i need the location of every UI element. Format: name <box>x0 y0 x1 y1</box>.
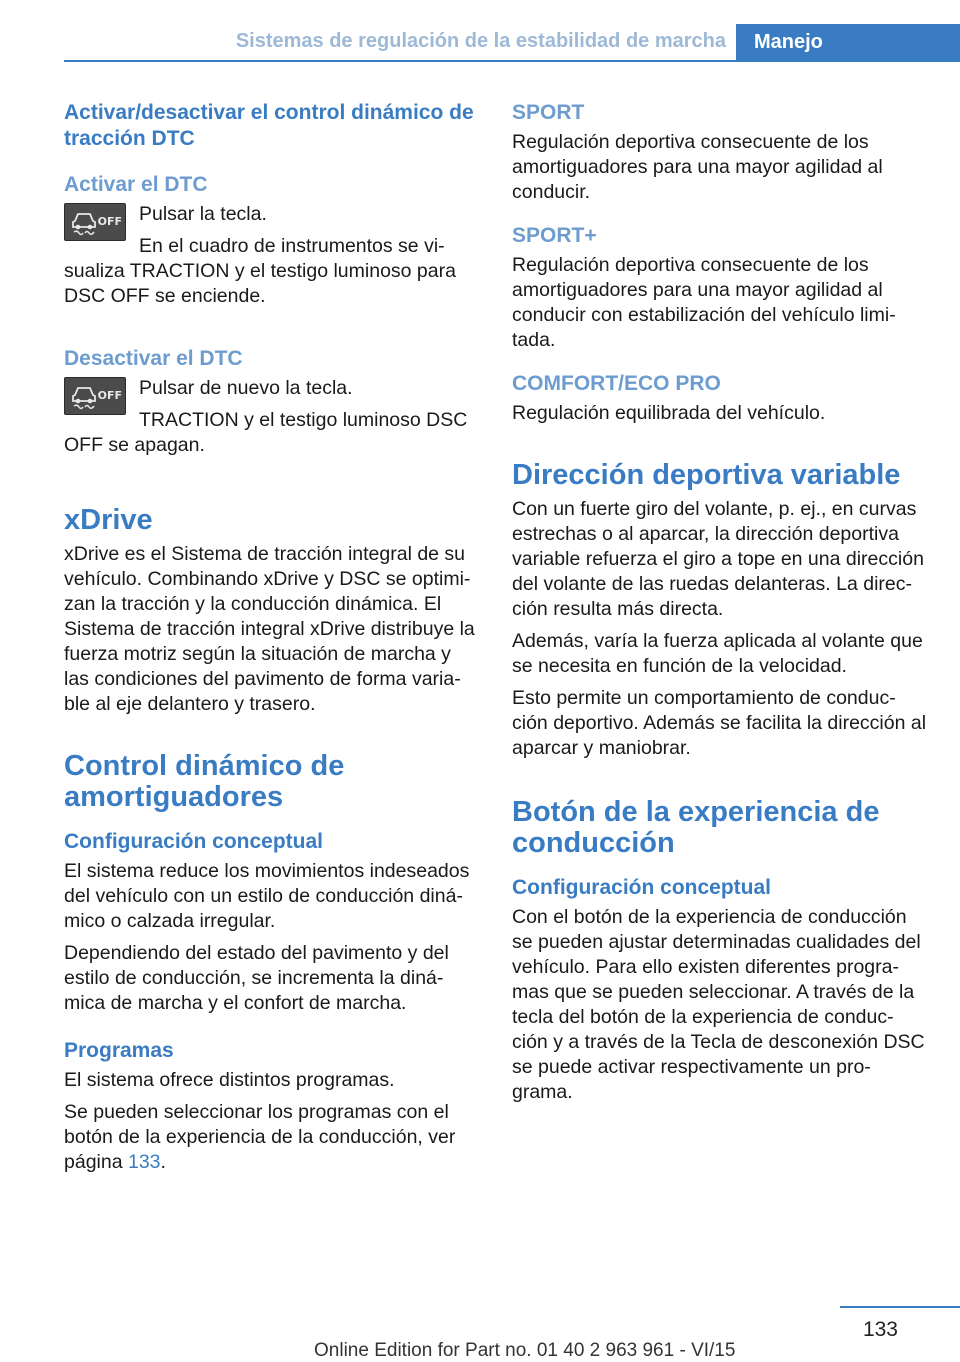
off-label: OFF <box>97 389 122 402</box>
damper-concept-p1: El sistema reduce los movimientos indeseados del vehículo con un estilo de conducción diná‐ mico o calzada irregular. <box>64 860 470 932</box>
activate-dtc-block <box>64 202 480 316</box>
variable-steering-heading: Dirección deportiva variable <box>512 459 901 491</box>
sport-paragraph: Regulación deportiva consecuente de los amortiguadores para una mayor agilidad al conducir. <box>512 131 883 203</box>
page-link[interactable]: 133 <box>127 1151 161 1173</box>
activate-step-text: Pulsar la tecla. <box>139 203 267 225</box>
deactivate-result-text: TRACTION y el testigo luminoso DSC OFF se apagan. <box>64 409 468 456</box>
button-concept-paragraph: Con el botón de la experiencia de conducción se pueden ajustar determinadas cualidades del vehículo. Para ello existen diferentes progra‐ mas que se pueden seleccionar. A través de la tecla del botón de la experiencia de conduc‐ ción y a través de la Tecla de desconexión DSC se puede activar respectivamente un pro‐ grama. <box>512 906 925 1103</box>
steering-p2: Además, varía la fuerza aplicada al volante que se necesita en función de la velocidad. <box>512 630 923 677</box>
left-column <box>64 100 480 1182</box>
dsc-off-icon <box>64 377 126 415</box>
comfort-eco-pro-heading: COMFORT/ECO PRO <box>512 372 721 395</box>
programs-p2 <box>64 1100 480 1175</box>
comfort-eco-pro-paragraph: Regulación equilibrada del vehículo. <box>512 402 826 424</box>
sport-plus-heading: SPORT+ <box>512 224 597 247</box>
activate-result-text: En el cuadro de instrumentos se vi‐ sualiza TRACTION y el testigo luminoso para DSC OFF se enciende. <box>64 235 456 307</box>
sport-plus-paragraph: Regulación deportiva consecuente de los amortiguadores para una mayor agilidad al conducir con estabilización del vehículo limi‐ tada. <box>512 254 896 351</box>
steering-p1: Con un fuerte giro del volante, p. ej., en curvas estrechas o al aparcar, la dirección deportiva variable refuerza el giro a tope en una dirección del volante de las ruedas delanteras. La direc‐ ción resulta más directa. <box>512 498 924 620</box>
page-header <box>64 24 960 62</box>
off-label: OFF <box>97 215 122 228</box>
sport-heading: SPORT <box>512 101 585 124</box>
driving-experience-heading: Botón de la experiencia de conducción <box>512 796 880 859</box>
section-title: Sistemas de regulación de la estabilidad de marcha <box>235 30 726 52</box>
dsc-off-icon <box>64 203 126 241</box>
chapter-tab: Manejo <box>736 24 960 62</box>
deactivate-step-text: Pulsar de nuevo la tecla. <box>139 377 353 399</box>
damper-control-heading: Control dinámico de amortiguadores <box>64 750 345 813</box>
right-column <box>512 100 930 1112</box>
dtc-section-title: Activar/desactivar el control dinámico de tracción DTC <box>64 101 474 150</box>
page-number: 133 <box>862 1318 898 1341</box>
activate-dtc-heading: Activar el DTC <box>64 173 208 196</box>
damper-concept-p2: Dependiendo del estado del pavimento y del estilo de conducción, se incrementa la diná‐ mica de marcha y el confort de marcha. <box>64 942 449 1014</box>
deactivate-dtc-heading: Desactivar el DTC <box>64 347 243 370</box>
edition-footer: Online Edition for Part no. 01 40 2 963 961 - VI/15 <box>314 1340 736 1361</box>
programs-heading: Programas <box>64 1039 174 1062</box>
deactivate-dtc-block <box>64 376 480 465</box>
footer-rule <box>840 1306 960 1308</box>
programs-p2-end: . <box>160 1151 166 1173</box>
programs-p2-text: Se pueden seleccionar los programas con el botón de la experiencia de la conducción, ver página <box>64 1101 456 1173</box>
xdrive-heading: xDrive <box>64 504 153 536</box>
programs-p1: El sistema ofrece distintos programas. <box>64 1069 395 1091</box>
button-concept-heading: Configuración conceptual <box>512 876 772 899</box>
steering-p3: Esto permite un comportamiento de conduc‐ ción deportivo. Además se facilita la dirección al aparcar y maniobrar. <box>512 687 927 759</box>
header-rule <box>64 60 960 62</box>
xdrive-paragraph: xDrive es el Sistema de tracción integral de su vehículo. Combinando xDrive y DSC se optimi‐ zan la tracción y la conducción dinámica. El Sistema de tracción integral xDrive distribuye la fuerza motriz según la situación de marcha y las condiciones del pavimento de forma varia‐ ble al eje delantero y trasero. <box>64 543 475 715</box>
damper-concept-heading: Configuración conceptual <box>64 830 324 853</box>
